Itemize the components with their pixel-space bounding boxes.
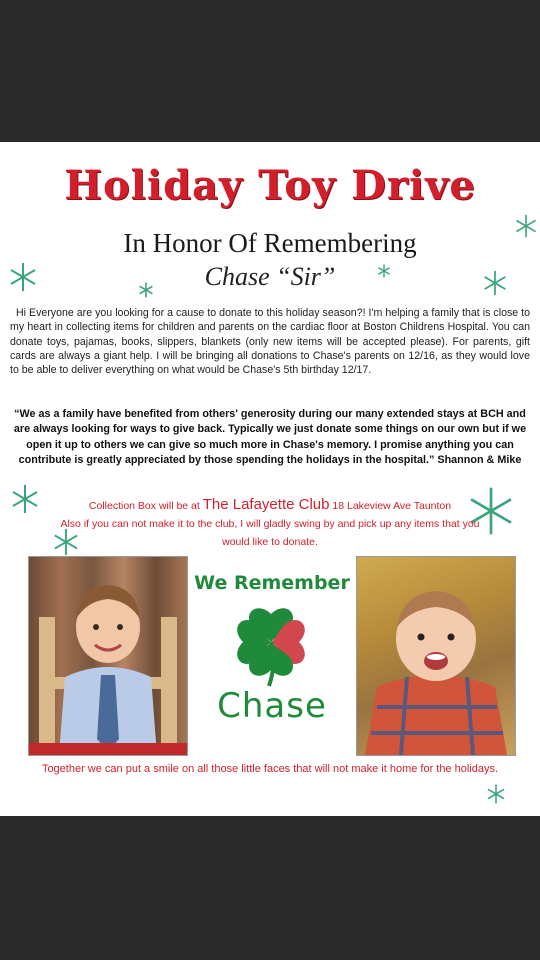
- honoree-name: Chase “Sir”: [204, 262, 336, 291]
- body-paragraph: [10, 306, 530, 377]
- shamrock-heart-icon: [226, 602, 316, 688]
- flyer-title: Holiday Toy Drive: [64, 162, 476, 209]
- snowflake-icon: [486, 784, 506, 804]
- club-name: The Lafayette Club: [202, 496, 330, 513]
- child-photo-right: [356, 556, 516, 756]
- flyer-subtitle: In Honor Of Remembering: [123, 228, 417, 258]
- snowflake-icon: [10, 484, 40, 514]
- family-quote: “We as a family have benefited from others' generosity during our many extended stays at BCH and are always looking for ways to give back. Typically we just donate some things on our own but if we open it up to others we can give so much more in Chase's memory. I promise anything you can contribute is greatly appreciated by those spending the holidays in the hospital.” Shannon & Mike: [13, 408, 527, 467]
- footer-message: Together we can put a smile on all those little faces that will not make it home for the holidays.: [41, 763, 499, 775]
- we-remember-text: We Remember: [194, 572, 350, 594]
- club-address: 18 Lakeview Ave Taunton: [329, 500, 452, 512]
- body-text: Hi Everyone are you looking for a cause to donate to this holiday season?! I'm helping a family that is close to my heart in collecting items for children and parents on the cardiac floor at Boston Childrens Hospital. You can donate toys, pajamas, books, slippers, blankets (only new items will be accepted please). For parents, gift cards are always a giant help. I will be bringing all donations to Chase's parents on 12/16, as they would love to be able to deliver everything on what would be Chase's 5th birthday 12/17.: [10, 307, 530, 377]
- child-photo-left: [28, 556, 188, 756]
- pickup-note: Also if you can not make it to the club, I will gladly swing by and pick up any items that you would like to donate.: [60, 518, 480, 548]
- flyer: [0, 142, 540, 816]
- collection-prefix: Collection Box will be at: [88, 500, 203, 512]
- chase-text: Chase: [217, 686, 327, 726]
- collection-info: [60, 496, 480, 551]
